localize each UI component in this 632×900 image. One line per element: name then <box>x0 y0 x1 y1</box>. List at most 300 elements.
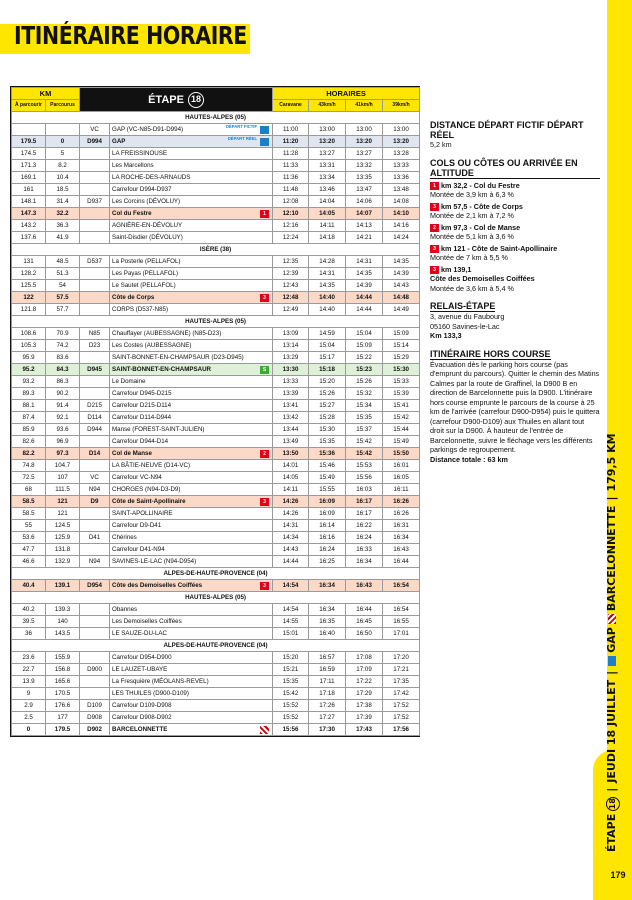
time-43: 15:04 <box>309 340 346 352</box>
climb-title: km 139,1 <box>441 264 472 274</box>
time-43: 16:09 <box>309 496 346 508</box>
place-name-text: Chérines <box>112 534 137 541</box>
time-43: 16:14 <box>309 520 346 532</box>
time-39: 15:29 <box>383 352 420 364</box>
km-remaining: 46.6 <box>12 556 46 568</box>
road: D908 <box>80 712 110 724</box>
km-done: 177 <box>46 712 80 724</box>
time-39: 15:33 <box>383 376 420 388</box>
place-name-text: BARCELONNETTE <box>112 726 168 733</box>
place-name <box>110 328 273 340</box>
place-name-text: SAINT-BONNET-EN-CHAMPSAUR (D23-D945) <box>112 354 244 361</box>
climb-desc: Montée de 5,1 km à 3,6 % <box>430 232 514 241</box>
km-remaining: 179.5 <box>12 136 46 148</box>
time-41: 17:29 <box>346 688 383 700</box>
time-39: 17:21 <box>383 664 420 676</box>
time-39: 13:20 <box>383 136 420 148</box>
table-row <box>12 712 420 724</box>
cols-list <box>430 181 600 275</box>
time-caravane: 12:49 <box>273 304 309 316</box>
km-done: 5 <box>46 148 80 160</box>
place-name-text: Carrefour D41-N94 <box>112 546 165 553</box>
table-row <box>12 508 420 520</box>
time-caravane: 14:34 <box>273 532 309 544</box>
time-39: 17:52 <box>383 700 420 712</box>
km-done: 91.4 <box>46 400 80 412</box>
distance-title: DISTANCE DÉPART FICTIF DÉPART RÉEL <box>430 120 584 140</box>
km-done: 140 <box>46 616 80 628</box>
time-39: 13:48 <box>383 184 420 196</box>
km-remaining: 23.6 <box>12 652 46 664</box>
road <box>80 184 110 196</box>
km-done: 104.7 <box>46 460 80 472</box>
climb-category-icon: 3 <box>430 203 439 211</box>
km-remaining: 147.3 <box>12 208 46 220</box>
table-row <box>12 184 420 196</box>
road: D14 <box>80 448 110 460</box>
km-done: 57.5 <box>46 292 80 304</box>
road <box>80 208 110 220</box>
ribbon-etape-number: 18 <box>606 797 620 811</box>
place-name-text: Carrefour D908-D902 <box>112 714 172 721</box>
time-41: 15:04 <box>346 328 383 340</box>
climb-item <box>430 181 600 200</box>
time-caravane: 13:09 <box>273 328 309 340</box>
place-name-text: Saint-Disdier (DÉVOLUY) <box>112 234 183 241</box>
road <box>80 304 110 316</box>
table-row <box>12 232 420 244</box>
place-name <box>110 148 273 160</box>
time-43: 15:28 <box>309 412 346 424</box>
time-41: 13:20 <box>346 136 383 148</box>
km-remaining: 93.2 <box>12 376 46 388</box>
km-remaining: 121.8 <box>12 304 46 316</box>
climb-category-icon: 3 <box>260 582 269 590</box>
time-43: 14:40 <box>309 292 346 304</box>
place-name-text: GAP (VC-N85-D91-D994) <box>112 126 184 133</box>
table-row <box>12 484 420 496</box>
time-39: 16:01 <box>383 460 420 472</box>
road <box>80 232 110 244</box>
place-name-text: Manse (FOREST-SAINT-JULIEN) <box>112 426 205 433</box>
time-39: 14:24 <box>383 232 420 244</box>
region-row <box>12 592 420 604</box>
table-row <box>12 400 420 412</box>
km-remaining: 53.6 <box>12 532 46 544</box>
road: D114 <box>80 412 110 424</box>
time-39: 13:33 <box>383 160 420 172</box>
place-name <box>110 292 273 304</box>
place-name <box>110 184 273 196</box>
time-caravane: 14:55 <box>273 616 309 628</box>
km-done: 51.3 <box>46 268 80 280</box>
place-name <box>110 352 273 364</box>
time-41: 15:37 <box>346 424 383 436</box>
time-caravane: 15:52 <box>273 700 309 712</box>
time-41: 15:26 <box>346 376 383 388</box>
time-39: 15:14 <box>383 340 420 352</box>
table-row <box>12 136 420 148</box>
time-caravane: 14:01 <box>273 460 309 472</box>
time-41: 17:09 <box>346 664 383 676</box>
km-done: 165.6 <box>46 676 80 688</box>
road <box>80 268 110 280</box>
time-caravane: 13:29 <box>273 352 309 364</box>
km-done: 18.5 <box>46 184 80 196</box>
time-43: 15:55 <box>309 484 346 496</box>
km-done: 41.9 <box>46 232 80 244</box>
km-remaining: 143.2 <box>12 220 46 232</box>
time-43: 16:40 <box>309 628 346 640</box>
place-name-text: Côte de Corps <box>112 294 155 301</box>
table-row <box>12 664 420 676</box>
place-name-text: Carrefour D954-D900 <box>112 654 172 661</box>
time-caravane: 12:43 <box>273 280 309 292</box>
time-39: 14:35 <box>383 256 420 268</box>
table-row <box>12 436 420 448</box>
time-caravane: 12:24 <box>273 232 309 244</box>
road <box>80 436 110 448</box>
km-done: 86.3 <box>46 376 80 388</box>
time-39: 17:42 <box>383 688 420 700</box>
km-remaining: 95.9 <box>12 352 46 364</box>
time-caravane: 15:35 <box>273 676 309 688</box>
km-remaining <box>12 124 46 136</box>
place-name <box>110 508 273 520</box>
km-remaining: 58.5 <box>12 508 46 520</box>
place-name-text: Carrefour D114-D944 <box>112 414 172 421</box>
ribbon-to: BARCELONNETTE <box>605 505 618 612</box>
km-remaining: 171.3 <box>12 160 46 172</box>
road <box>80 508 110 520</box>
time-41: 14:39 <box>346 280 383 292</box>
km-remaining: 128.2 <box>12 268 46 280</box>
place-name-text: GAP <box>112 138 126 145</box>
table-row <box>12 520 420 532</box>
time-39: 16:43 <box>383 544 420 556</box>
time-43: 14:40 <box>309 304 346 316</box>
place-name-text: SAINT-BONNET-EN-CHAMPSAUR <box>112 366 212 373</box>
road: D41 <box>80 532 110 544</box>
time-43: 16:16 <box>309 532 346 544</box>
km-done: 143.5 <box>46 628 80 640</box>
place-name-text: LA FREISSINOUSE <box>112 150 168 157</box>
time-caravane: 14:54 <box>273 604 309 616</box>
time-43: 16:34 <box>309 580 346 592</box>
time-39: 14:48 <box>383 292 420 304</box>
road: D994 <box>80 136 110 148</box>
road <box>80 172 110 184</box>
place-name-text: AGNIÈRE-EN-DÉVOLUY <box>112 222 183 229</box>
road: D945 <box>80 364 110 376</box>
table-row <box>12 256 420 268</box>
km-done: 8.2 <box>46 160 80 172</box>
table-row <box>12 580 420 592</box>
time-43: 14:31 <box>309 268 346 280</box>
km-done: 70.9 <box>46 328 80 340</box>
time-41: 14:44 <box>346 292 383 304</box>
region-label: HAUTES-ALPES (05) <box>12 316 420 328</box>
time-39: 15:30 <box>383 364 420 376</box>
time-41: 17:43 <box>346 724 383 736</box>
place-name <box>110 280 273 292</box>
time-39: 16:44 <box>383 556 420 568</box>
km-done: 97.3 <box>46 448 80 460</box>
km-remaining: 58.5 <box>12 496 46 508</box>
km-remaining: 148.1 <box>12 196 46 208</box>
time-39: 14:49 <box>383 304 420 316</box>
place-name-text: Carrefour D109-D908 <box>112 702 172 709</box>
place-name <box>110 376 273 388</box>
time-39: 14:16 <box>383 220 420 232</box>
km-remaining: 9 <box>12 688 46 700</box>
time-41: 15:56 <box>346 472 383 484</box>
place-name <box>110 580 273 592</box>
ribbon-etape-label: ÉTAPE <box>605 813 618 852</box>
time-41: 15:23 <box>346 364 383 376</box>
time-39: 16:54 <box>383 604 420 616</box>
col-a-parcourir: À parcourir <box>12 100 46 112</box>
place-name <box>110 556 273 568</box>
time-39: 17:52 <box>383 712 420 724</box>
time-41: 16:45 <box>346 616 383 628</box>
time-41: 16:34 <box>346 556 383 568</box>
time-43: 13:46 <box>309 184 346 196</box>
place-name <box>110 616 273 628</box>
relais-line-2: 05160 Savines-le-Lac <box>430 321 500 331</box>
place-name <box>110 472 273 484</box>
table-row <box>12 196 420 208</box>
place-name-text: SAVINES-LE-LAC (N94-D954) <box>112 558 197 565</box>
time-41: 13:47 <box>346 184 383 196</box>
km-remaining: 68 <box>12 484 46 496</box>
time-43: 15:46 <box>309 460 346 472</box>
place-name-text: LA ROCHE-DES-ARNAUDS <box>112 174 191 181</box>
last-col-desc: Montée de 3,6 km à 5,4 % <box>430 283 514 293</box>
itinerary-body <box>12 112 420 736</box>
km-done: 57.7 <box>46 304 80 316</box>
place-name <box>110 160 273 172</box>
time-43: 13:00 <box>309 124 346 136</box>
km-done: 170.5 <box>46 688 80 700</box>
time-43: 16:35 <box>309 616 346 628</box>
time-39: 16:55 <box>383 616 420 628</box>
distance-value: 5,2 km <box>430 140 452 149</box>
time-caravane: 15:52 <box>273 712 309 724</box>
region-row <box>12 568 420 580</box>
place-name-text: Côte de Saint-Apollinaire <box>112 498 186 505</box>
place-name <box>110 604 273 616</box>
climb-title: km 97,3 - Col de Manse <box>441 222 521 232</box>
place-name-text: Carrefour D994-D937 <box>112 186 172 193</box>
km-done: 107 <box>46 472 80 484</box>
time-41: 14:44 <box>346 304 383 316</box>
place-name <box>110 460 273 472</box>
climb-item <box>430 265 600 275</box>
time-caravane: 15:20 <box>273 652 309 664</box>
col-caravane: Caravane <box>273 100 309 112</box>
region-row <box>12 316 420 328</box>
time-41: 16:17 <box>346 496 383 508</box>
time-43: 15:26 <box>309 388 346 400</box>
finish-flag-icon <box>260 726 269 734</box>
table-row <box>12 388 420 400</box>
horaires-header: HORAIRES <box>273 88 420 100</box>
time-43: 16:34 <box>309 604 346 616</box>
time-39: 15:44 <box>383 424 420 436</box>
time-39: 16:05 <box>383 472 420 484</box>
time-41: 13:35 <box>346 172 383 184</box>
table-row <box>12 220 420 232</box>
climb-category-icon: 2 <box>430 224 439 232</box>
time-43: 15:18 <box>309 364 346 376</box>
time-39: 15:49 <box>383 436 420 448</box>
time-41: 15:42 <box>346 448 383 460</box>
time-41: 17:22 <box>346 676 383 688</box>
time-41: 15:53 <box>346 460 383 472</box>
time-39: 13:36 <box>383 172 420 184</box>
time-39: 17:56 <box>383 724 420 736</box>
time-43: 14:35 <box>309 280 346 292</box>
time-caravane: 13:50 <box>273 448 309 460</box>
vertical-title: ÉTAPE18|JEUDI 18 JUILLET|GAPBARCELONNETTE|179,5 KM <box>605 433 618 852</box>
time-caravane: 14:43 <box>273 544 309 556</box>
time-41: 15:35 <box>346 412 383 424</box>
km-remaining: 89.3 <box>12 388 46 400</box>
road: D537 <box>80 256 110 268</box>
place-name-text: Carrefour D9-D41 <box>112 522 162 529</box>
table-row <box>12 280 420 292</box>
time-caravane: 11:00 <box>273 124 309 136</box>
place-name-text: Les Marcellons <box>112 162 154 169</box>
total-distance: Distance totale : 63 km <box>430 454 508 464</box>
place-name <box>110 724 273 736</box>
table-row <box>12 628 420 640</box>
km-done: 121 <box>46 496 80 508</box>
climb-desc: Montée de 7 km à 5,5 % <box>430 253 508 262</box>
km-done: 179.5 <box>46 724 80 736</box>
time-41: 13:27 <box>346 148 383 160</box>
km-remaining: 87.4 <box>12 412 46 424</box>
table-row <box>12 496 420 508</box>
time-41: 16:33 <box>346 544 383 556</box>
place-name <box>110 400 273 412</box>
place-name-text: LE LAUZET-UBAYE <box>112 666 168 673</box>
ribbon-distance: 179,5 KM <box>605 433 618 492</box>
place-name <box>110 304 273 316</box>
place-name-text: Carrefour VC-N94 <box>112 474 162 481</box>
time-39: 16:26 <box>383 496 420 508</box>
table-row <box>12 148 420 160</box>
climb-category-icon: 1 <box>260 210 269 218</box>
table-row <box>12 448 420 460</box>
table-row <box>12 472 420 484</box>
time-41: 17:39 <box>346 712 383 724</box>
table-row <box>12 556 420 568</box>
page-number: 179 <box>610 870 626 880</box>
place-name-text: Obannes <box>112 606 138 613</box>
table-row <box>12 172 420 184</box>
time-43: 16:09 <box>309 508 346 520</box>
time-39: 14:10 <box>383 208 420 220</box>
km-header: KM <box>12 88 80 100</box>
road <box>80 652 110 664</box>
time-41: 14:35 <box>346 268 383 280</box>
km-done: 36.3 <box>46 220 80 232</box>
place-name <box>110 652 273 664</box>
time-39: 14:39 <box>383 268 420 280</box>
finish-flag-icon <box>608 614 616 624</box>
place-name-text: Les Costes (AUBESSAGNE) <box>112 342 192 349</box>
table-row <box>12 424 420 436</box>
road: D215 <box>80 400 110 412</box>
time-caravane: 13:44 <box>273 424 309 436</box>
time-caravane: 13:41 <box>273 400 309 412</box>
time-41: 16:50 <box>346 628 383 640</box>
time-caravane: 13:39 <box>273 388 309 400</box>
time-caravane: 13:30 <box>273 364 309 376</box>
time-43: 15:17 <box>309 352 346 364</box>
col-parcourus: Parcourus <box>46 100 80 112</box>
place-name <box>110 388 273 400</box>
km-remaining: 125.5 <box>12 280 46 292</box>
sprint-icon: S <box>260 366 269 374</box>
km-done: 74.2 <box>46 340 80 352</box>
place-name-text: Carrefour D215-D114 <box>112 402 172 409</box>
time-39: 16:31 <box>383 520 420 532</box>
time-43: 14:18 <box>309 232 346 244</box>
time-43: 14:04 <box>309 196 346 208</box>
place-name <box>110 208 273 220</box>
place-name <box>110 424 273 436</box>
time-43: 14:59 <box>309 328 346 340</box>
time-41: 16:24 <box>346 532 383 544</box>
climb-category-icon: 1 <box>430 182 439 190</box>
place-name <box>110 364 273 376</box>
km-remaining: 82.6 <box>12 436 46 448</box>
time-43: 14:05 <box>309 208 346 220</box>
km-done: 155.9 <box>46 652 80 664</box>
time-caravane: 12:10 <box>273 208 309 220</box>
km-remaining: 137.6 <box>12 232 46 244</box>
km-remaining: 40.2 <box>12 604 46 616</box>
time-caravane: 12:35 <box>273 256 309 268</box>
km-remaining: 2.5 <box>12 712 46 724</box>
road: D109 <box>80 700 110 712</box>
time-39: 15:42 <box>383 412 420 424</box>
km-remaining: 82.2 <box>12 448 46 460</box>
km-remaining: 47.7 <box>12 544 46 556</box>
time-43: 16:24 <box>309 544 346 556</box>
time-41: 15:34 <box>346 400 383 412</box>
page-title: ITINÉRAIRE HORAIRE <box>14 21 247 50</box>
time-43: 14:11 <box>309 220 346 232</box>
time-39: 15:09 <box>383 328 420 340</box>
place-name <box>110 676 273 688</box>
table-row <box>12 304 420 316</box>
climb-category-icon: 3 <box>430 245 439 253</box>
cols-title: COLS OU CÔTES OU ARRIVÉE EN ALTITUDE <box>430 158 600 179</box>
time-41: 15:09 <box>346 340 383 352</box>
km-done: 139.1 <box>46 580 80 592</box>
km-done: 0 <box>46 136 80 148</box>
time-39: 13:28 <box>383 148 420 160</box>
place-name-text: LES THUILES (D900-D109) <box>112 690 189 697</box>
climb-title: km 121 - Côte de Saint-Apollinaire <box>441 243 558 253</box>
time-43: 15:30 <box>309 424 346 436</box>
km-done: 121 <box>46 508 80 520</box>
time-43: 17:26 <box>309 700 346 712</box>
